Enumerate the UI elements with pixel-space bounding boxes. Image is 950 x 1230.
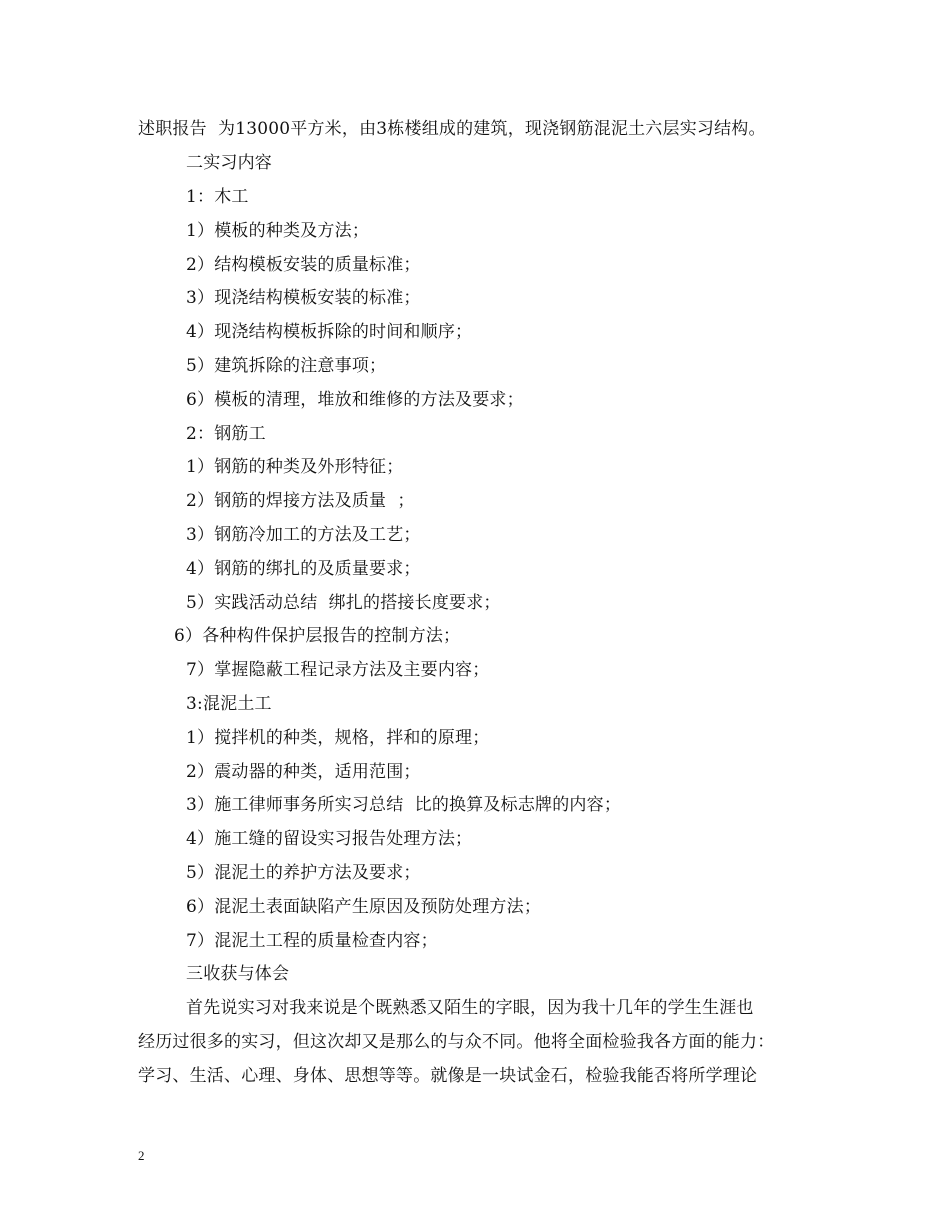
list-item: 1）模板的种类及方法； <box>186 221 370 241</box>
subsection-heading: 3:混泥土工 <box>186 694 272 714</box>
page-number: 2 <box>138 1148 145 1163</box>
list-item: 3）施工律师事务所实习总结 比的换算及标志牌的内容； <box>186 795 622 815</box>
list-item: 5）混泥土的养护方法及要求； <box>186 863 421 883</box>
list-item: 4）施工缝的留设实习报告处理方法； <box>186 829 473 849</box>
list-item: 3）现浇结构模板安装的标准； <box>186 288 421 308</box>
list-item: 2）震动器的种类，适用范围； <box>186 762 421 782</box>
body-text-line: 首先说实习对我来说是个既熟悉又陌生的字眼，因为我十几年的学生生涯也 <box>186 998 754 1018</box>
body-text-line: 经历过很多的实习，但这次却又是那么的与众不同。他将全面检验我各方面的能力： <box>138 1032 775 1052</box>
list-item: 2）钢筋的焊接方法及质量 ； <box>186 491 415 511</box>
list-item: 7）混泥土工程的质量检查内容； <box>186 931 438 951</box>
subsection-heading: 2：钢筋工 <box>186 424 266 444</box>
list-item: 6）各种构件保护层报告的控制方法； <box>174 626 461 646</box>
section-heading: 三收获与体会 <box>186 964 290 984</box>
list-item: 5）建筑拆除的注意事项； <box>186 356 387 376</box>
list-item: 4）现浇结构模板拆除的时间和顺序； <box>186 322 473 342</box>
subsection-heading: 1：木工 <box>186 187 249 207</box>
list-item: 7）掌握隐蔽工程记录方法及主要内容； <box>186 660 490 680</box>
body-text-line: 述职报告 为13000平方米，由3栋楼组成的建筑，现浇钢筋混泥土六层实习结构。 <box>138 119 766 139</box>
list-item: 2）结构模板安装的质量标准； <box>186 255 421 275</box>
body-text-line: 学习、生活、心理、身体、思想等等。就像是一块试金石，检验我能否将所学理论 <box>138 1066 758 1086</box>
list-item: 6）混泥土表面缺陷产生原因及预防处理方法； <box>186 897 542 917</box>
list-item: 1）搅拌机的种类，规格，拌和的原理； <box>186 728 490 748</box>
list-item: 3）钢筋冷加工的方法及工艺； <box>186 525 421 545</box>
list-item: 1）钢筋的种类及外形特征； <box>186 457 404 477</box>
list-item: 5）实践活动总结 绑扎的搭接长度要求； <box>186 593 501 613</box>
list-item: 4）钢筋的绑扎的及质量要求； <box>186 559 421 579</box>
list-item: 6）模板的清理，堆放和维修的方法及要求； <box>186 390 524 410</box>
section-heading: 二实习内容 <box>186 153 272 173</box>
